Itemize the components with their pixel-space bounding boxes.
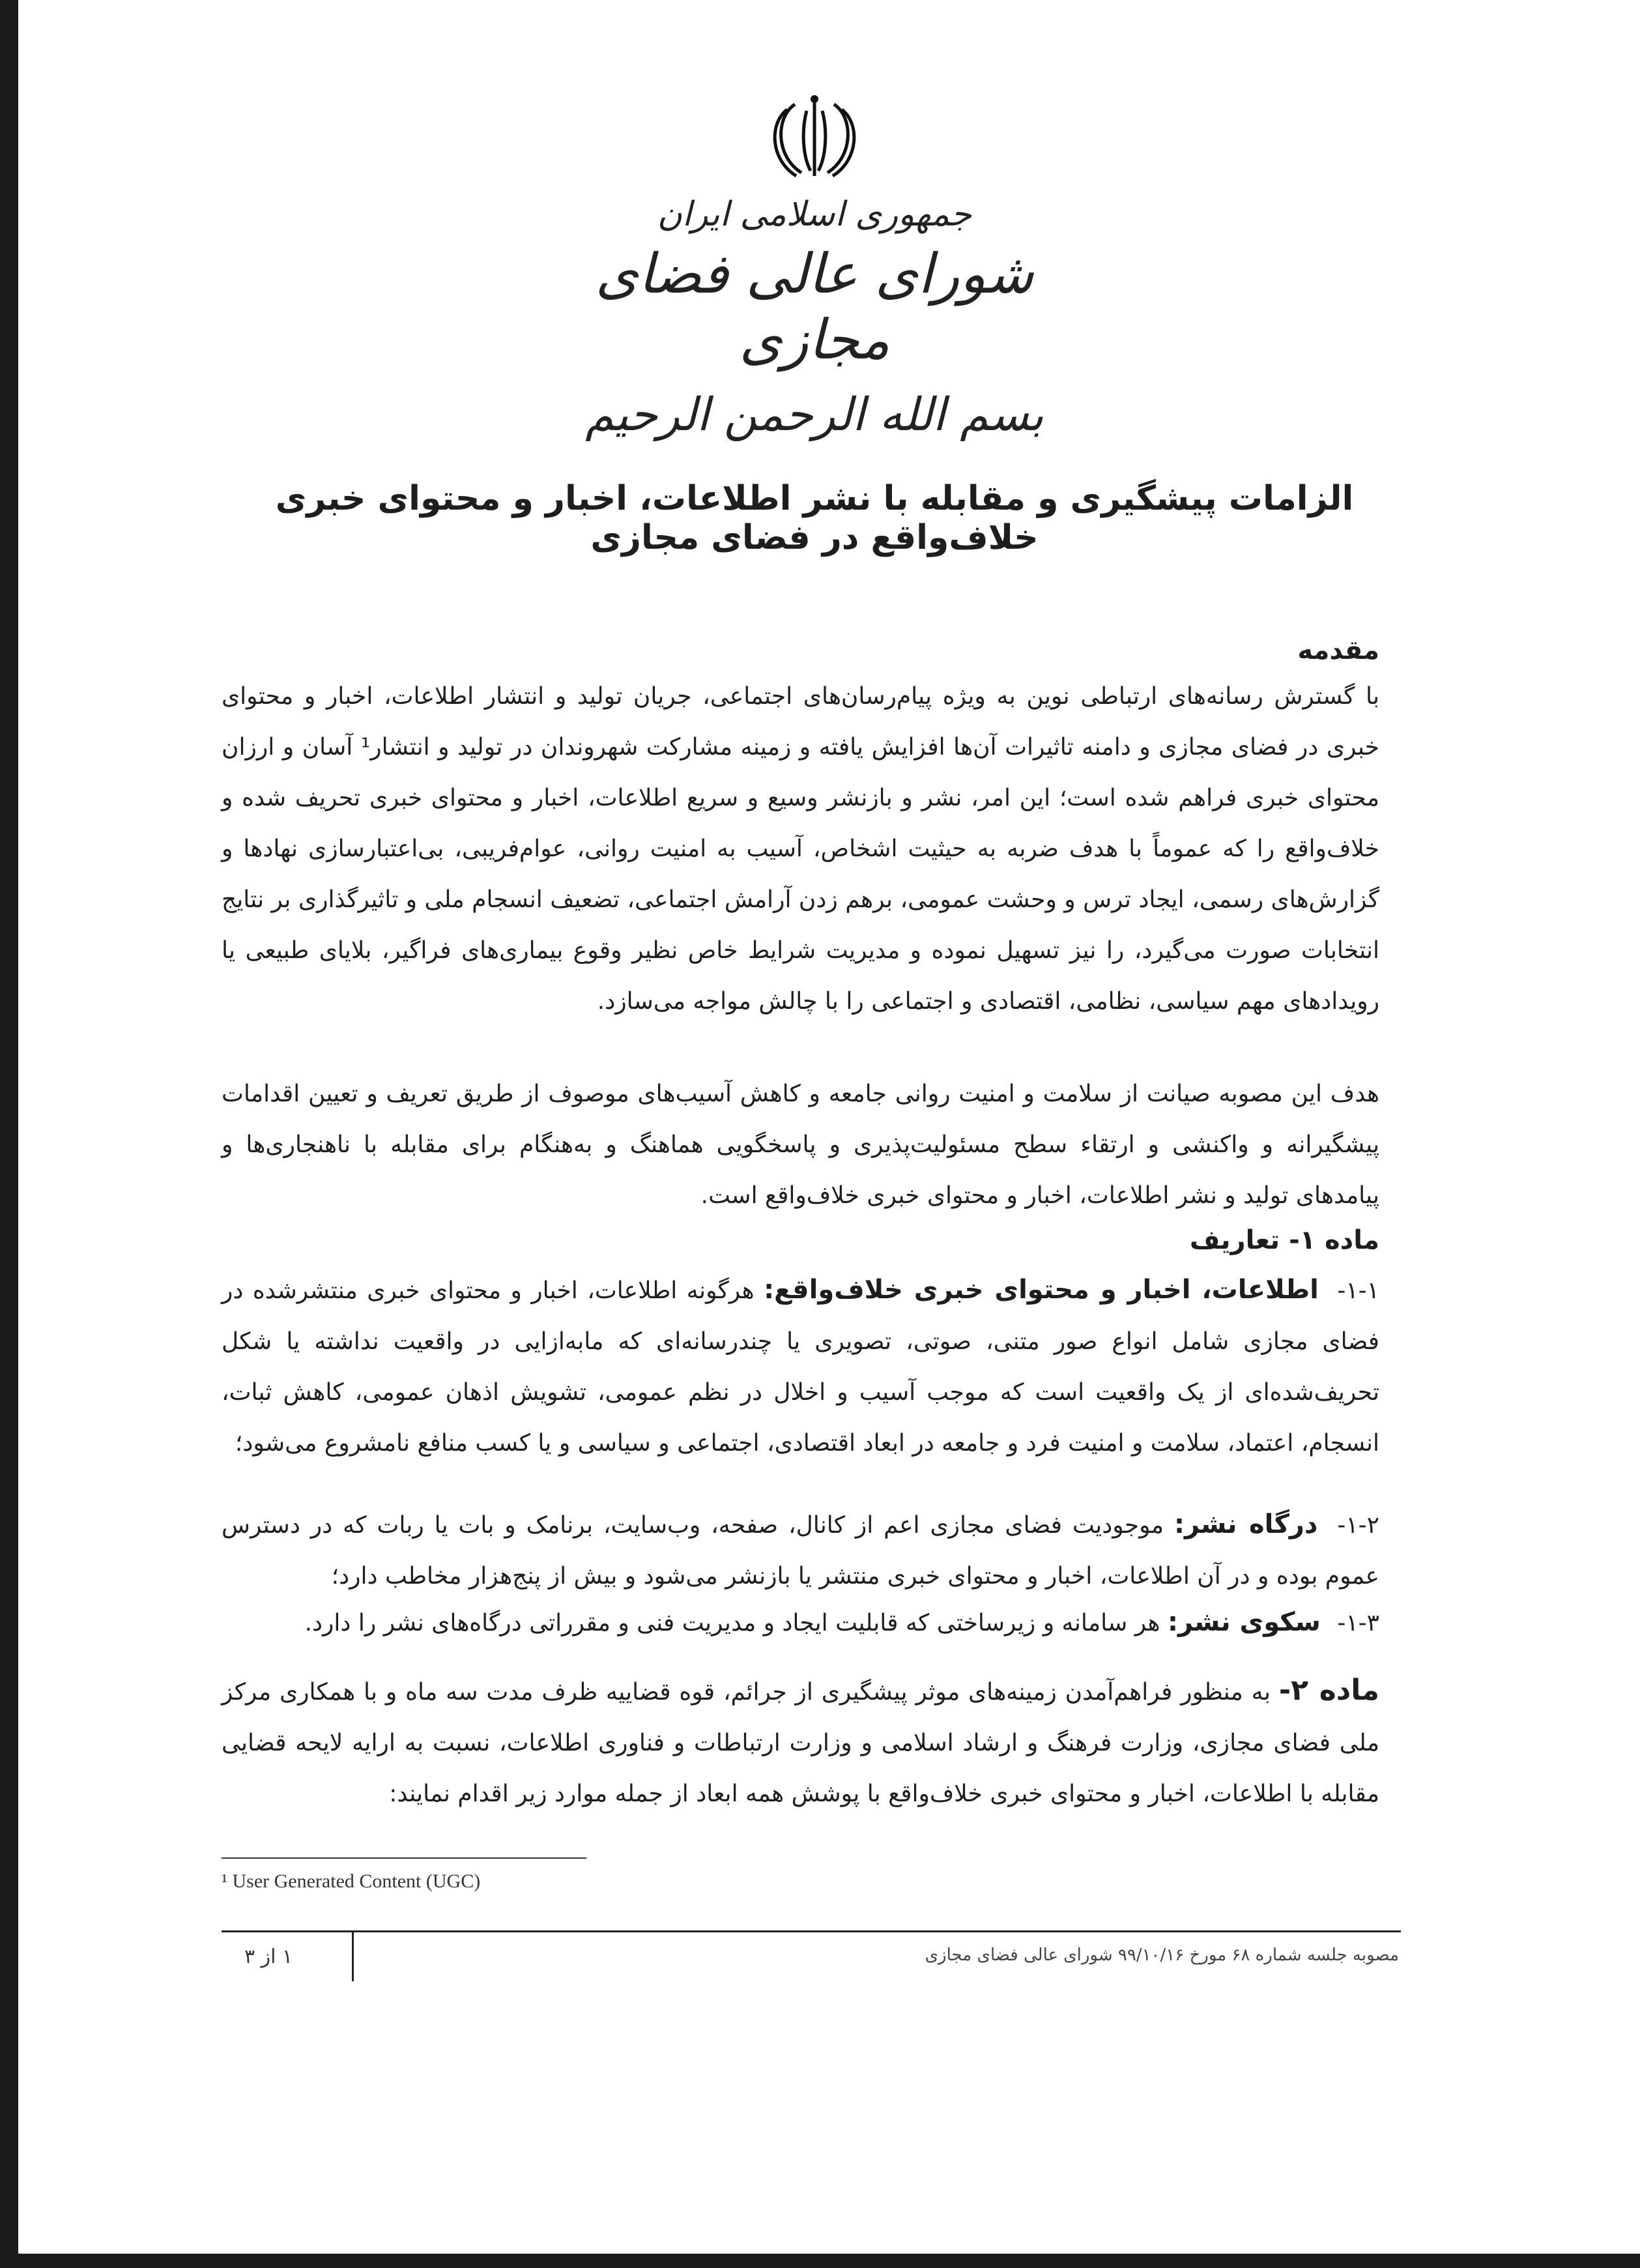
iran-emblem-icon (756, 91, 873, 182)
definition-text: موجودیت فضای مجازی اعم از کانال، صفحه، وب‌سایت، برنامک و بات یا ربات که در دسترس عموم بوده و در آن اطلاعات، اخبار و محتوای خبری منتشر یا بازنشر می‌شود و بیش از پنج‌هزار مخاطب دارد؛ (222, 1512, 1379, 1590)
letterhead (554, 91, 1075, 441)
definition-term: اطلاعات، اخبار و محتوای خبری خلاف‌واقع: (764, 1275, 1319, 1305)
definition-1-2 (222, 1499, 1379, 1602)
definition-number: ۱-۱- (1337, 1277, 1379, 1304)
article-1-heading: ماده ۱- تعاریف (1189, 1225, 1379, 1255)
footnote: ¹ User Generated Content (UGC) (222, 1870, 481, 1892)
bismillah: بسم الله الرحمن الرحیم (585, 387, 1044, 441)
definition-number: ۱-۲- (1337, 1512, 1380, 1539)
footer-separator (352, 1930, 354, 1981)
intro-paragraph-1: با گسترش رسانه‌های ارتباطی نوین به ویژه پیام‌رسان‌های اجتماعی، جریان تولید و انتشار اطلاعات، اخبار و محتوای خبری در فضای مجازی و دامنه تاثیرات آن‌ها افزایش یافته و زمینه مشارکت شهروندان در تولید و انتشار¹ آسان و ارزان محتوای خبری فراهم شده است؛ این امر، نشر و بازنشر وسیع و سریع اطلاعات، اخبار و محتوای خبری تحریف شده و خلاف‌واقع را که عموماً با هدف ضربه به حیثیت اشخاص، آسیب به امنیت روانی، عوام‌فریبی، بی‌اعتبارسازی نهادها و گزارش‌های رسمی، ایجاد ترس و وحشت عمومی، برهم زدن آرامش اجتماعی، تضعیف انسجام ملی و تاثیرگذاری بر نتایج انتخابات صورت می‌گیرد، را نیز تسهیل نموده و مدیریت شرایط خاص نظیر وقوع بیماری‌های فراگیر، بلایای طبیعی یا رویدادهای مهم سیاسی، نظامی، اقتصادی و اجتماعی را با چالش مواجه می‌سازد. (222, 683, 1379, 1015)
article-2 (222, 1665, 1379, 1820)
definition-term: سکوی نشر: (1168, 1607, 1321, 1637)
intro-heading: مقدمه (1297, 635, 1379, 665)
article-2-text: به منظور فراهم‌آمدن زمینه‌های موثر پیشگیری از جرائم، قوه قضاییه ظرف مدت سه ماه و با همکاری مرکز ملی فضای مجازی، وزارت فرهنگ و ارشاد اسلامی و وزارت ارتباطات و فناوری اطلاعات، نسبت به ارایه لایحه قضایی مقابله با اطلاعات، اخبار و محتوای خبری خلاف‌واقع با پوشش همه ابعاد از جمله موارد زیر اقدام نمایند: (222, 1679, 1379, 1807)
definition-text: هرگونه اطلاعات، اخبار و محتوای خبری منتشرشده در فضای مجازی شامل انواع صور متنی، صوتی، تصویری یا چندرسانه‌ای که مابه‌ازایی در واقعیت نداشته یا شکل تحریف‌شده‌ای از یک واقعیت است که موجب آسیب و اخلال در نظم عمومی، تشویش اذهان عمومی، کاهش ثبات، انسجام، اعتماد، سلامت و امنیت فرد و جامعه در ابعاد اقتصادی، اجتماعی و سیاسی و یا کسب منافع نامشروع می‌شود؛ (222, 1277, 1379, 1457)
footer-approval-note: مصوبه جلسه شماره ۶۸ مورخ ۹۹/۱۰/۱۶ شورای عالی فضای مجازی (925, 1945, 1399, 1965)
scan-border-left (0, 0, 18, 2268)
brand-council: شورای عالی فضای مجازی (595, 242, 1034, 372)
page-number: ۱ از ۳ (244, 1945, 293, 1968)
document-title: الزامات پیشگیری و مقابله با نشر اطلاعات، اخبار و محتوای خبری خلاف‌واقع در فضای مجازی (275, 479, 1354, 557)
footnote-divider (222, 1857, 586, 1859)
article-2-label: ماده ۲- (1278, 1674, 1380, 1707)
definition-1-3 (222, 1597, 1379, 1649)
footer-divider (222, 1930, 1401, 1932)
definition-1-1 (222, 1264, 1379, 1469)
brand-country: جمهوری اسلامی ایران (657, 195, 972, 234)
definition-text: هر سامانه و زیرساختی که قابلیت ایجاد و مدیریت فنی و مقرراتی درگاه‌های نشر را دارد. (304, 1610, 1160, 1636)
definition-number: ۱-۳- (1337, 1610, 1379, 1636)
intro-paragraph-2: هدف این مصوبه صیانت از سلامت و امنیت روانی جامعه و کاهش آسیب‌های موصوف از طریق تعریف و تعیین اقدامات پیشگیرانه و واکنشی و ارتقاء سطح مسئولیت‌پذیری و پاسخگویی هماهنگ و به‌هنگام برای مقابله با ناهنجاری‌ها و پیامدهای تولید و نشر اطلاعات، اخبار و محتوای خبری خلاف‌واقع است. (222, 1081, 1379, 1209)
definition-term: درگاه نشر: (1173, 1509, 1318, 1539)
scan-border-bottom (0, 2254, 1640, 2268)
